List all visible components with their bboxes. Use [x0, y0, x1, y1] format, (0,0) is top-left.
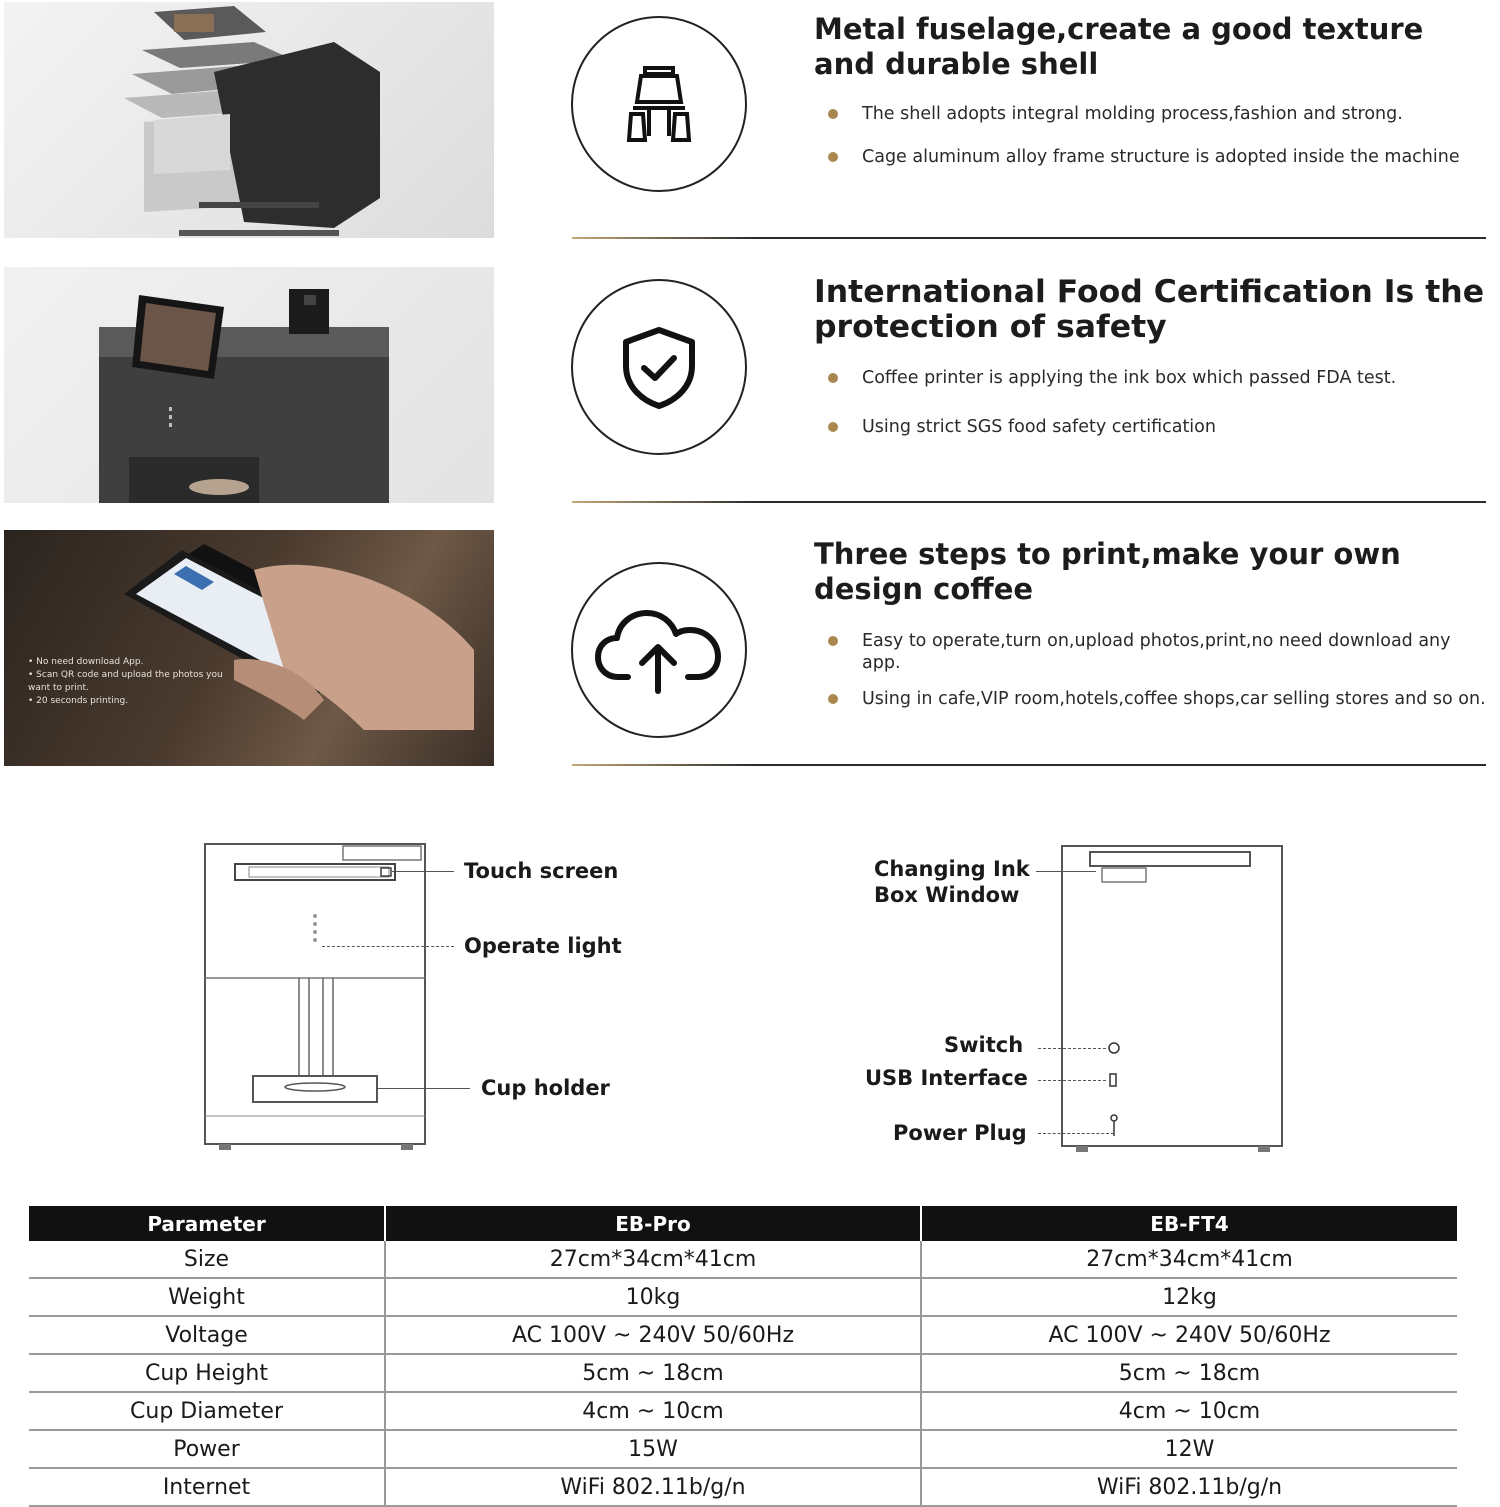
bullet-text: Easy to operate,turn on,upload photos,print,no need download any app.: [862, 631, 1451, 673]
table-cell: Power: [29, 1430, 385, 1468]
front-view-diagram: [195, 836, 435, 1152]
table-row: [29, 1316, 1457, 1354]
table-cell: Weight: [29, 1278, 385, 1316]
bullet-text: Using in cafe,VIP room,hotels,coffee shops,car selling stores and so on.: [862, 689, 1486, 709]
product-photo-exploded-view: [4, 2, 494, 238]
section-divider: [572, 501, 1486, 503]
table-cell: 12W: [921, 1430, 1457, 1468]
table-cell: Cup Height: [29, 1354, 385, 1392]
label-power-plug: Power Plug: [893, 1121, 1027, 1145]
label-operate-light: Operate light: [464, 934, 622, 958]
table-cell: Voltage: [29, 1316, 385, 1354]
label-leader-line: [1036, 871, 1096, 872]
feature-title-food-certification: International Food Certification Is the protection of safety: [814, 274, 1485, 345]
section-divider: [572, 764, 1486, 766]
label-usb-interface: USB Interface: [865, 1066, 1028, 1090]
feature-title-metal-shell: Metal fuselage,create a good texture and durable shell: [814, 12, 1424, 81]
label-leader-line: [1038, 1133, 1114, 1134]
feature-icon-circle-2: [571, 279, 747, 455]
table-cell: Size: [29, 1241, 385, 1278]
table-cell: 5cm ~ 18cm: [385, 1354, 921, 1392]
table-cell: AC 100V ~ 240V 50/60Hz: [385, 1316, 921, 1354]
table-cell: WiFi 802.11b/g/n: [921, 1468, 1457, 1506]
table-cell: 4cm ~ 10cm: [921, 1392, 1457, 1430]
back-view-diagram: [1052, 840, 1292, 1156]
bullet-dot: [828, 422, 838, 432]
label-ink-box-window-text: Changing Ink Box Window: [874, 857, 1030, 907]
bullet-dot: [828, 636, 838, 646]
label-leader-line: [392, 871, 454, 872]
table-cell: Cup Diameter: [29, 1392, 385, 1430]
feature-icon-circle-1: [571, 16, 747, 192]
table-cell: 27cm*34cm*41cm: [921, 1241, 1457, 1278]
table-cell: 4cm ~ 10cm: [385, 1392, 921, 1430]
table-cell: WiFi 802.11b/g/n: [385, 1468, 921, 1506]
table-row: [29, 1278, 1457, 1316]
label-touch-screen: Touch screen: [464, 859, 619, 883]
feature-bullet: [828, 367, 1490, 389]
shield-check-icon: [614, 322, 704, 412]
table-row: [29, 1468, 1457, 1506]
table-row: [29, 1241, 1457, 1278]
table-row: [29, 1392, 1457, 1430]
bullet-text: Using strict SGS food safety certification: [862, 417, 1216, 437]
table-row: [29, 1430, 1457, 1468]
table-cell: AC 100V ~ 240V 50/60Hz: [921, 1316, 1457, 1354]
phone-note-line: • Scan QR code and upload the photos you want to print.: [28, 670, 223, 693]
label-cup-holder: Cup holder: [481, 1076, 610, 1100]
column-header: Parameter: [29, 1206, 385, 1241]
bullet-dot: [828, 373, 838, 383]
bullet-text: Coffee printer is applying the ink box which passed FDA test.: [862, 368, 1397, 388]
lamp-frame-icon: [619, 64, 699, 144]
product-photo-phone-app: [4, 530, 494, 766]
feature-bullet: [828, 416, 1490, 438]
cloud-upload-icon: [594, 605, 724, 695]
table-cell: 10kg: [385, 1278, 921, 1316]
section-divider: [572, 237, 1486, 239]
label-leader-line: [1038, 1080, 1106, 1081]
feature-bullet: [828, 630, 1490, 674]
bullet-dot: [828, 694, 838, 704]
label-leader-line: [322, 946, 454, 947]
feature-bullet: [828, 146, 1490, 168]
table-row: [29, 1354, 1457, 1392]
bullet-dot: [828, 152, 838, 162]
table-cell: 5cm ~ 18cm: [921, 1354, 1457, 1392]
bullet-text: The shell adopts integral molding process,fashion and strong.: [862, 104, 1403, 124]
label-ink-box-window: [874, 856, 1034, 908]
column-header: EB-FT4: [921, 1206, 1457, 1241]
feature-title-three-steps: Three steps to print,make your own design coffee: [814, 537, 1401, 606]
feature-bullet: [828, 688, 1490, 710]
label-switch: Switch: [944, 1033, 1024, 1057]
phone-notes: [28, 656, 228, 708]
feature-icon-circle-3: [571, 562, 747, 738]
table-cell: 27cm*34cm*41cm: [385, 1241, 921, 1278]
column-header: EB-Pro: [385, 1206, 921, 1241]
table-cell: Internet: [29, 1468, 385, 1506]
feature-bullet: [828, 103, 1490, 125]
parameter-table: [29, 1206, 1457, 1507]
phone-note-line: • 20 seconds printing.: [28, 696, 129, 706]
label-leader-line: [378, 1088, 470, 1089]
table-cell: 15W: [385, 1430, 921, 1468]
phone-note-line: • No need download App.: [28, 657, 144, 667]
bullet-dot: [828, 109, 838, 119]
table-header-row: [29, 1206, 1457, 1241]
label-leader-line: [1038, 1048, 1106, 1049]
bullet-text: Cage aluminum alloy frame structure is adopted inside the machine: [862, 147, 1460, 167]
product-photo-touchscreen: [4, 267, 494, 503]
table-cell: 12kg: [921, 1278, 1457, 1316]
